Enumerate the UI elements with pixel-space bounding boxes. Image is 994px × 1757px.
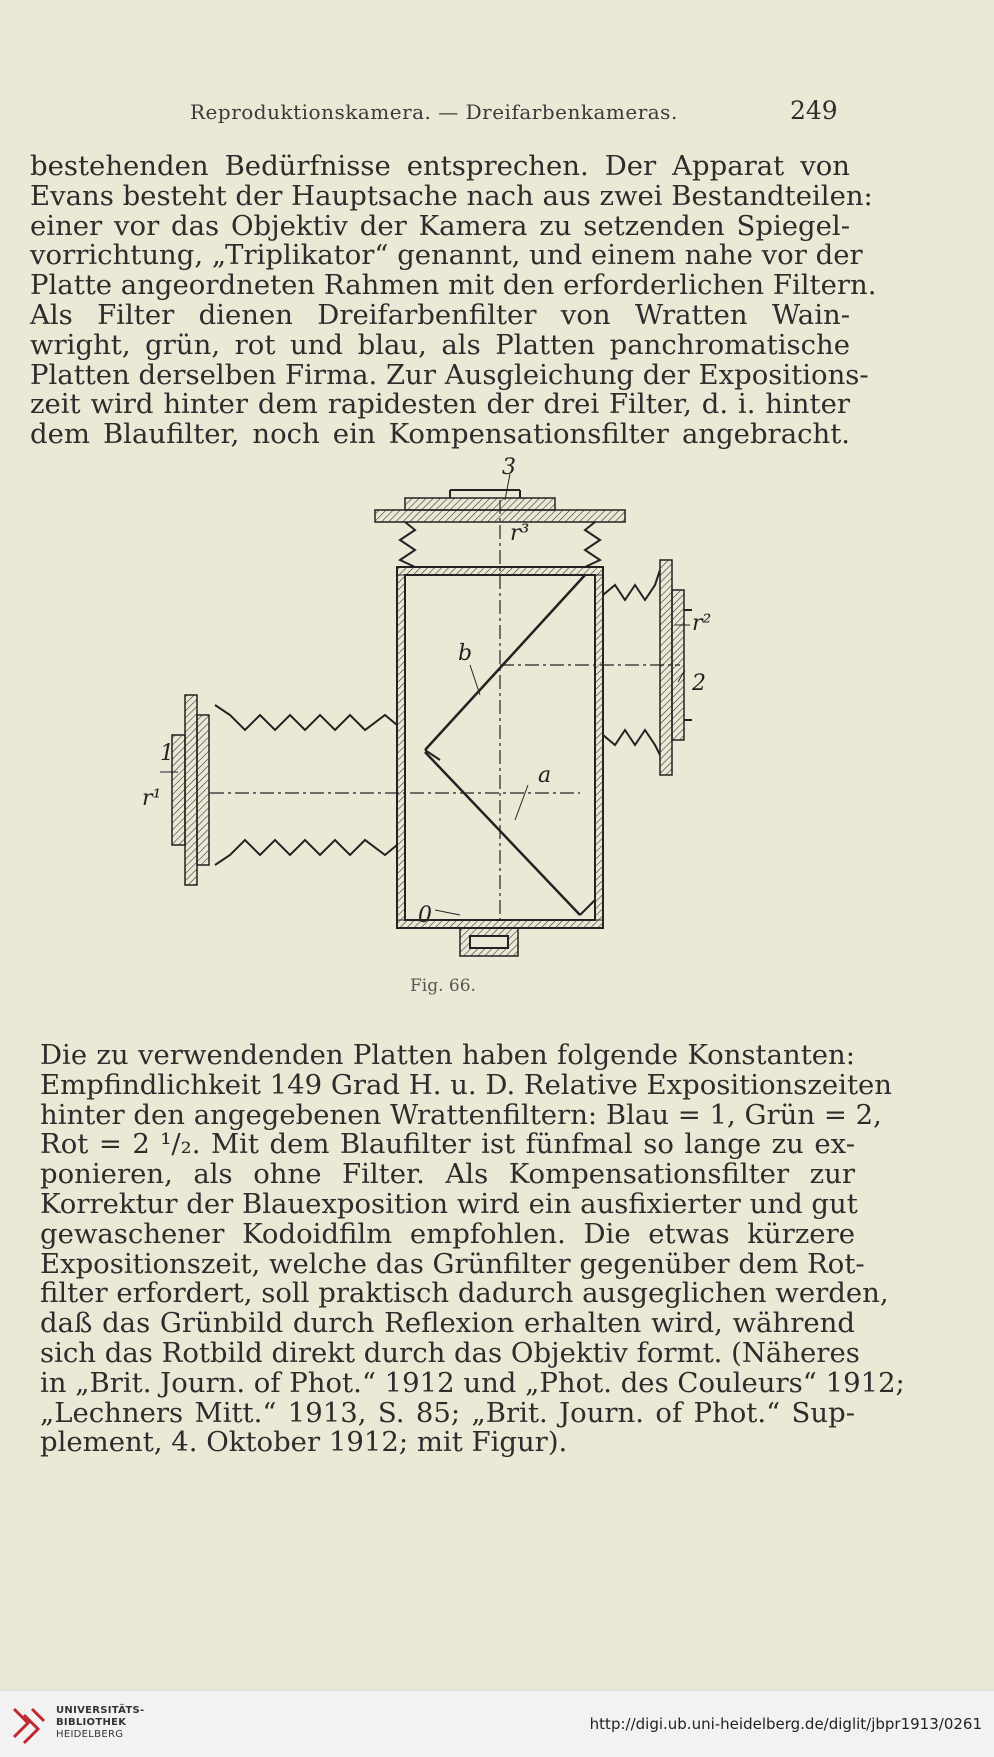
text-line: in „Brit. Journ. of Phot.“ 1912 und „Phot. des Couleurs“ 1912; (40, 1366, 905, 1399)
library-line: BIBLIOTHEK (56, 1717, 127, 1728)
text-line: gewaschener Kodoidfilm empfohlen. Die etwas kürzere (40, 1217, 855, 1250)
text-line: Rot = 2 ¹/₂. Mit dem Blaufilter ist fünfmal so lange zu ex- (40, 1128, 855, 1161)
text-line: daß das Grünbild durch Reflexion erhalten wird, während (40, 1307, 855, 1340)
label-3: 3 (502, 455, 516, 480)
label-r2: r² (692, 611, 712, 636)
label-b: b (458, 641, 473, 666)
text-line: Korrektur der Blauexposition wird ein ausfixierter und gut (40, 1187, 858, 1220)
label-0: 0 (418, 903, 432, 928)
ub-heidelberg-logo-icon[interactable] (10, 1705, 46, 1745)
label-a: a (538, 763, 552, 788)
text-line: dem Blaufilter, noch ein Kompensationsfilter angebracht. (30, 418, 850, 451)
permalink-url[interactable]: http://digi.ub.uni-heidelberg.de/diglit/jbpr1913/0261 (589, 1715, 982, 1733)
text-line: „Lechners Mitt.“ 1913, S. 85; „Brit. Journ. of Phot.“ Sup- (40, 1396, 855, 1429)
text-line: zeit wird hinter dem rapidesten der drei Filter, d. i. hinter (30, 388, 850, 421)
text-line: hinter den angegebenen Wrattenfiltern: Blau = 1, Grün = 2, (40, 1098, 882, 1131)
library-line: UNIVERSITÄTS- (56, 1705, 145, 1716)
text-line: Expositionszeit, welche das Grünfilter gegenüber dem Rot- (40, 1247, 865, 1280)
running-head: Reproduktionskamera. — Dreifarbenkameras. (190, 100, 678, 124)
page-number: 249 (790, 96, 838, 125)
footer-bar (0, 1690, 994, 1757)
label-2: 2 (692, 671, 706, 696)
mirror-b (425, 575, 585, 750)
text-line: Platte angeordneten Rahmen mit den erforderlichen Filtern. (30, 269, 877, 302)
text-line: Evans besteht der Hauptsache nach aus zwei Bestandteilen: (30, 179, 873, 212)
text-line: ponieren, als ohne Filter. Als Kompensationsfilter zur (40, 1158, 855, 1191)
text-line: plement, 4. Oktober 1912; mit Figur). (40, 1426, 568, 1459)
library-name (56, 1705, 145, 1741)
text-line: einer vor das Objektiv der Kamera zu setzenden Spiegel- (30, 209, 850, 242)
text-line: Empfindlichkeit 149 Grad H. u. D. Relative Expositionszeiten (40, 1068, 892, 1101)
paragraph-2 (40, 1039, 905, 1459)
text-line: wright, grün, rot und blau, als Platten panchromatische (30, 328, 850, 361)
mirror-a (425, 752, 580, 915)
text-line: Als Filter dienen Dreifarbenfilter von Wratten Wain- (30, 298, 850, 331)
text-line: vorrichtung, „Triplikator“ genannt, und einem nahe vor der (30, 239, 863, 272)
text-line: bestehenden Bedürfnisse entsprechen. Der Apparat von (30, 150, 850, 182)
figure-caption: Fig. 66. (410, 976, 476, 996)
triplikator-diagram (142, 455, 720, 970)
paragraph-1 (30, 150, 877, 451)
text-line: Platten derselben Firma. Zur Ausgleichung der Expositions- (30, 358, 869, 391)
library-line: HEIDELBERG (56, 1729, 124, 1740)
text-line: filter erfordert, soll praktisch dadurch ausgeglichen werden, (40, 1277, 889, 1310)
text-line: sich das Rotbild direkt durch das Objektiv formt. (Näheres (40, 1336, 860, 1369)
label-r3: r³ (510, 521, 530, 546)
text-line: Die zu verwendenden Platten haben folgende Konstanten: (40, 1039, 855, 1071)
label-r1: r¹ (142, 786, 162, 811)
label-1: 1 (160, 741, 174, 766)
